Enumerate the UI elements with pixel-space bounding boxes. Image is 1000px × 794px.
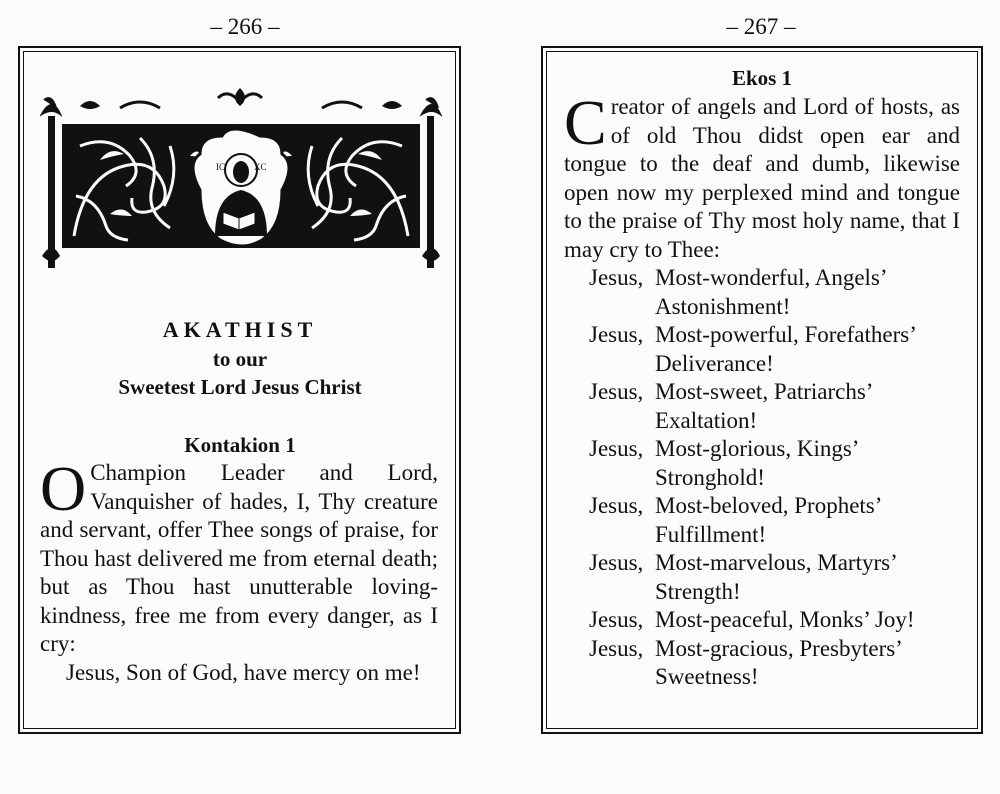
list-item — [589, 321, 961, 378]
kontakion-body — [40, 453, 438, 687]
list-item — [589, 606, 961, 635]
list-item — [589, 492, 961, 549]
list-item — [589, 378, 961, 435]
ekos-body — [564, 87, 960, 264]
invocation-name: Jesus, — [589, 322, 644, 347]
invocation-text: Most-glorious, Kings’ Stronghold! — [655, 436, 858, 490]
invocation-text: Most-beloved, Prophets’ Fulfillment! — [655, 493, 881, 547]
invocation-name: Jesus, — [589, 265, 644, 290]
invocation-name: Jesus, — [589, 493, 644, 518]
invocation-text: Most-wonderful, Angels’ Astonishment! — [655, 265, 886, 319]
ekos-text: reator of angels and Lord of hosts, as of old Thou didst open ear and tongue to the deaf and dumb, likewise open now my perplexed mind and tongue to the praise of Thy most holy name, that I may cry to Thee: — [564, 94, 960, 262]
kontakion-refrain: Jesus, Son of God, have mercy on me! — [66, 659, 421, 685]
invocation-text: Most-sweet, Patriarchs’ Exaltation! — [655, 379, 872, 433]
akathist-subtitle-1: to our — [212, 347, 268, 371]
svg-text:IC: IC — [216, 162, 225, 172]
akathist-subtitle-2: Sweetest Lord Jesus Christ — [118, 375, 362, 399]
ekos-heading: Ekos 1 — [731, 66, 793, 90]
list-item — [589, 635, 961, 692]
page-number-left: – 266 – — [210, 14, 280, 39]
christ-pantocrator-ornament-icon — [40, 86, 442, 274]
invocation-text: Most-gracious, Presbyters’ Sweetness! — [655, 635, 902, 689]
list-item — [589, 264, 961, 321]
invocation-name: Jesus, — [589, 436, 644, 461]
ekos-dropcap: C — [564, 87, 607, 158]
kontakion-heading: Kontakion 1 — [184, 433, 296, 457]
invocation-list — [589, 264, 961, 692]
invocation-text: Most-peaceful, Monks’ Joy! — [655, 607, 915, 632]
invocation-text: Most-powerful, Forefathers’ Deliverance! — [655, 322, 916, 376]
kontakion-dropcap: O — [40, 453, 87, 524]
page-number-right: – 267 – — [726, 14, 796, 39]
invocation-text: Most-marvelous, Martyrs’ Strength! — [655, 550, 897, 604]
invocation-name: Jesus, — [589, 550, 644, 575]
list-item — [589, 435, 961, 492]
list-item — [589, 549, 961, 606]
invocation-name: Jesus, — [589, 379, 644, 404]
akathist-title: AKATHIST — [162, 317, 318, 342]
svg-text:XC: XC — [254, 162, 267, 172]
invocation-name: Jesus, — [589, 607, 644, 632]
kontakion-text: Champion Leader and Lord, Vanquisher of hades, I, Thy creature and servant, offer Thee songs of praise, for Thou hast delivered me from eternal death; but as Thou hast unutterable loving-kindness, free me from every danger, as I cry: — [40, 460, 438, 656]
invocation-name: Jesus, — [589, 635, 644, 661]
